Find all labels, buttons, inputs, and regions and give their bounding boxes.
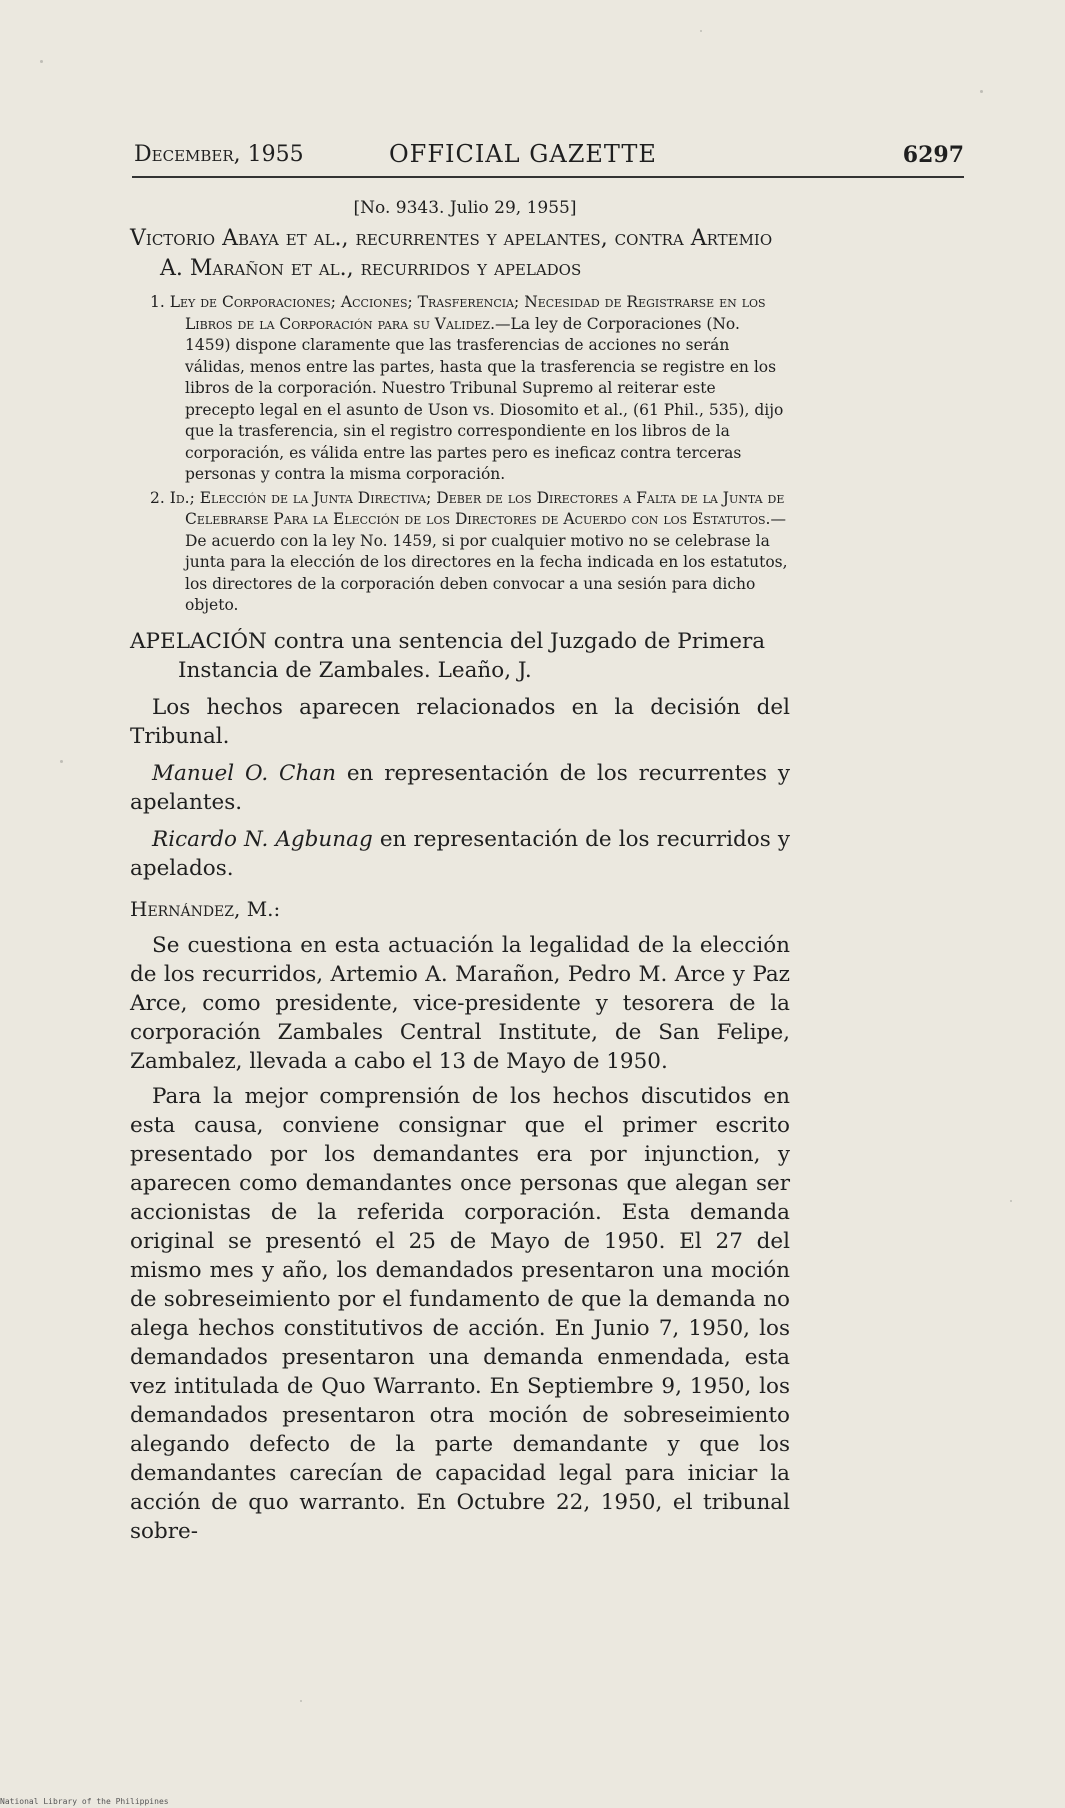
counsel-role: en representación de los recurrentes y apelantes. [130, 760, 790, 815]
syllabus-item [130, 292, 790, 486]
counsel-name: Ricardo N. Agbunag [152, 826, 373, 852]
appeal-line: APELACIÓN contra una sentencia del Juzgado de Primera Instancia de Zambales. Leaño, J. [130, 628, 766, 683]
speckle [40, 60, 43, 63]
syllabus-text: —De acuerdo con la ley No. 1459, si por cualquier motivo no se celebrase la junta para la elección de los directores en la fecha indicada en los estatutos, los directores de la corporación deben convocar a una sesión para dicho objeto. [185, 510, 788, 614]
counsel-role: en representación de los recurridos y apelados. [130, 826, 790, 881]
header-date: December, 1955 [134, 142, 304, 167]
syllabus-text: —La ley de Corporaciones (No. 1459) dispone claramente que las trasferencias de acciones no serán válidas, menos entre las partes, hasta que la trasferencia se registre en los libros de la corporación. Nuestro Tribunal Supremo al reiterar este precepto legal en el asunto de Uson vs. Diosomito et al., (61 Phil., 535), dijo que la trasferencia, sin el registro correspondiente en los libros de la corporación, es válida entre las partes pero es ineficaz contra terceras personas y contra la misma corporación. [185, 314, 784, 483]
page-number: 6297 [902, 142, 964, 168]
counsel-line [130, 759, 790, 817]
body-paragraph: Para la mejor comprensión de los hechos discutidos en esta causa, conviene consignar que el primer escrito presentado por los demandantes era por injunction, y aparecen como demandantes once personas que alegan ser accionistas de la referida corporación. Esta demanda original se presentó el 25 de Mayo de 1950. El 27 del mismo mes y año, los demandados presentaron una moción de sobreseimiento por el fundamento de que la demanda no alega hechos constitutivos de acción. En Junio 7, 1950, los demandados presentaron una demanda enmendada, esta vez intitulada de Quo Warranto. En Septiembre 9, 1950, los demandados presentaron otra moción de sobreseimiento alegando defecto de la parte demandante y que los demandantes carecían de capacidad legal para iniciar la acción de quo warranto. En Octubre 22, 1950, el tribunal sobre- [130, 1083, 790, 1544]
footer-stamp: National Library of the Philippines [0, 1797, 169, 1806]
speckle [60, 760, 63, 763]
syllabus-head: 2. Id.; Elección de la Junta Directiva; Deber de los Directores a Falta de la Junta de Celebrarse Para la Elección de los Directores de Acuerdo con los Estatutos. [150, 488, 785, 528]
article-body [130, 198, 790, 1546]
speckle [980, 90, 983, 93]
case-parties: Victorio Abaya et al., recurrentes y apelantes, contra Artemio A. Marañon et al., recurridos y apelados [130, 226, 773, 281]
header-rule [132, 176, 964, 178]
syllabus-item [130, 488, 790, 617]
counsel-name: Manuel O. Chan [152, 760, 336, 786]
counsel-line [130, 825, 790, 883]
running-header [134, 136, 964, 176]
header-title: OFFICIAL GAZETTE [389, 140, 657, 168]
ponente: Hernández, M.: [130, 896, 281, 921]
facts-line: Los hechos aparecen relacionados en la decisión del Tribunal. [130, 694, 790, 749]
speckle [1010, 1200, 1012, 1202]
case-number: [No. 9343. Julio 29, 1955] [353, 198, 577, 218]
body-paragraph: Se cuestiona en esta actuación la legalidad de la elección de los recurridos, Artemio A. Marañon, Pedro M. Arce y Paz Arce, como presidente, vice-presidente y tesorera de la corporación Zambales Central Institute, de San Felipe, Zambalez, llevada a cabo el 13 de Mayo de 1950. [130, 932, 790, 1074]
syllabus-head: 1. Ley de Corporaciones; Acciones; Trasferencia; Necesidad de Registrarse en los Libros de la Corporación para su Validez. [150, 293, 766, 333]
speckle [700, 30, 702, 32]
speckle [300, 1700, 302, 1702]
